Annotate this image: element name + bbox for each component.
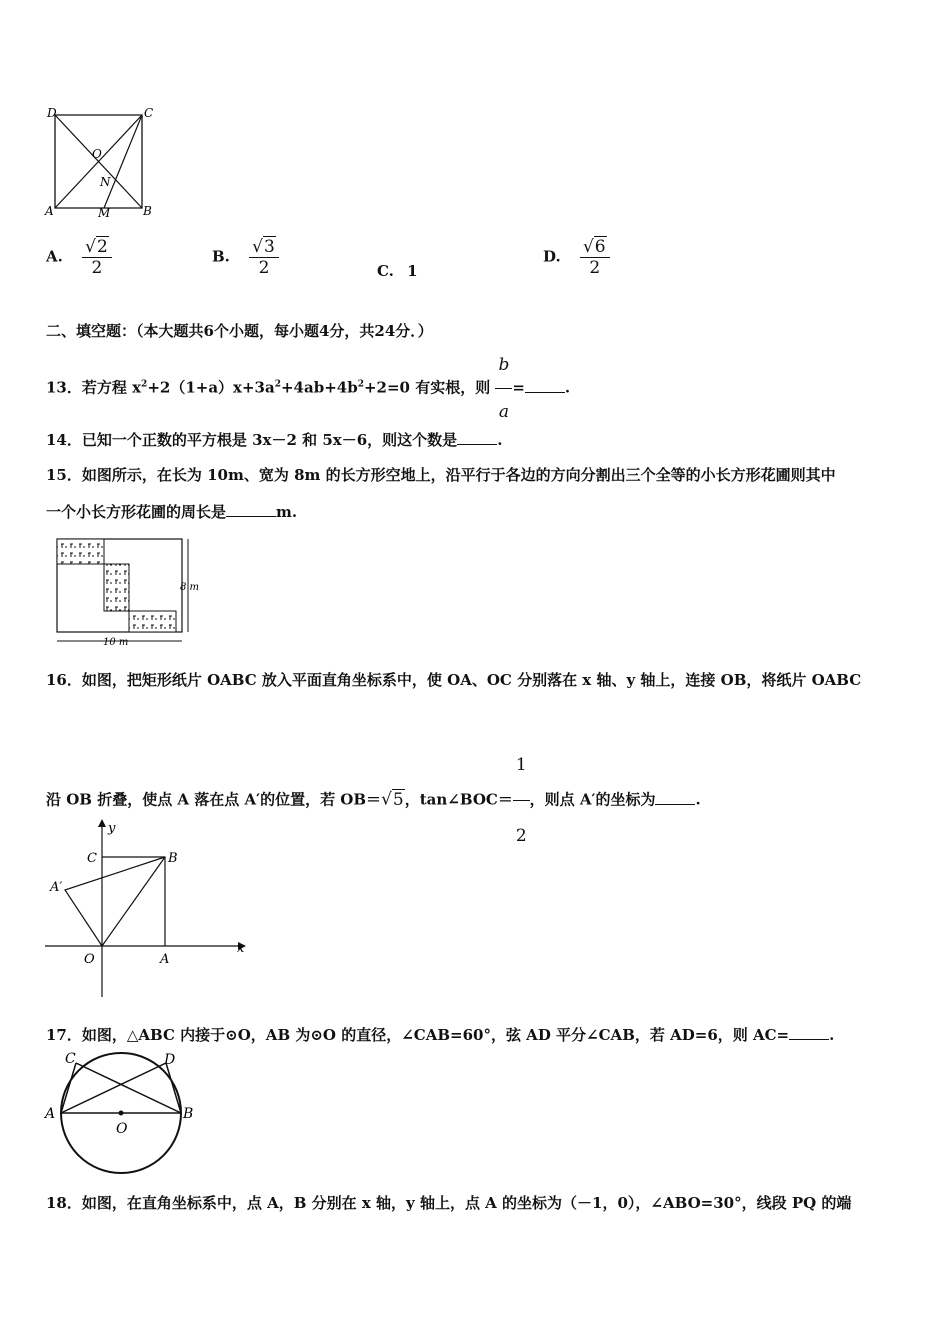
segment-cm xyxy=(104,115,142,208)
question-17 xyxy=(46,1024,834,1045)
q13-post: = xyxy=(512,378,525,397)
label-c: C xyxy=(87,851,97,866)
option-d-den: 2 xyxy=(589,258,601,278)
q14-blank[interactable] xyxy=(457,432,497,445)
label-d: D xyxy=(47,106,57,120)
flower-bed-1 xyxy=(57,539,104,564)
option-b-radicand: 3 xyxy=(263,237,275,257)
segment-ob xyxy=(102,857,165,946)
q16-frac-den: 2 xyxy=(515,826,527,846)
q16-end: . xyxy=(695,790,701,809)
q13-frac-num: b xyxy=(495,342,512,389)
label-b: B xyxy=(143,204,152,218)
q17-text: 17．如图，△ABC 内接于⊙O，AB 为⊙O 的直径，∠CAB=60°，弦 AD 平分∠CAB，若 AD=6，则 AC= xyxy=(46,1026,790,1044)
chord-cb xyxy=(76,1063,181,1113)
q16-line2-b: ，tan∠BOC＝ xyxy=(404,790,513,809)
flower-bed-3 xyxy=(129,611,176,632)
option-d: D. $\frac{√6}{2}$ xyxy=(543,237,610,278)
q16-blank[interactable] xyxy=(655,792,695,805)
q13-mid2: +4ab+4b xyxy=(280,378,358,397)
q13-pre: 13．若方程 x xyxy=(46,378,142,397)
question-18: 18．如图，在直角坐标系中，点 A，B 分别在 x 轴，y 轴上，点 A 的坐标为（－1，0），∠ABO=30°，线段 PQ 的端 xyxy=(46,1194,852,1212)
label-n: N xyxy=(100,175,111,189)
option-d-letter: D. xyxy=(543,247,561,266)
label-o: O xyxy=(84,952,95,967)
option-b-den: 2 xyxy=(258,258,270,278)
question-16-line1: 16．如图，把矩形纸片 OABC 放入平面直角坐标系中，使 OA、OC 分别落在 x 轴、y 轴上，连接 OB，将纸片 OABC xyxy=(46,671,862,689)
y-axis-arrow xyxy=(98,819,106,827)
question-16-line2: 沿 OB 折叠，使点 A 落在点 A′的位置，若 OB＝√5，tan∠BOC＝ $\frac{1}{2}$ ，则点 A′的坐标为 . xyxy=(46,730,701,871)
label-y: y xyxy=(108,821,116,836)
q13-blank[interactable] xyxy=(525,380,565,393)
width-label: 10 m xyxy=(103,637,129,648)
label-d: D xyxy=(164,1052,176,1068)
section-title: 二、填空题：（本大题共6个小题，每小题4分，共24分．） xyxy=(46,322,433,340)
q13-sup3: 2 xyxy=(357,379,364,390)
chord-db xyxy=(166,1063,181,1113)
coordinate-figure xyxy=(40,815,250,1000)
q13-mid1: +2（1+a）x+3a xyxy=(147,378,275,397)
q16-sqrt: 5 xyxy=(392,789,404,810)
q13-end: . xyxy=(564,378,571,397)
q15-line2: 一个小长方形花圃的周长是 xyxy=(46,503,227,521)
label-m: M xyxy=(98,206,111,220)
label-c: C xyxy=(144,106,154,120)
q15-end: m. xyxy=(276,503,298,521)
question-14 xyxy=(46,429,502,450)
folded-triangle xyxy=(65,857,165,946)
option-b: B. $\frac{√3}{2}$ xyxy=(212,237,279,278)
flower-bed-2 xyxy=(104,564,129,611)
q16-line2-a: 沿 OB 折叠，使点 A 落在点 A′的位置，若 OB＝ xyxy=(46,790,382,809)
q13-sup2: 2 xyxy=(274,379,281,390)
q16-line2-c: ，则点 A′的坐标为 xyxy=(529,790,656,809)
chord-ac xyxy=(61,1063,76,1113)
q13-sup1: 2 xyxy=(141,379,148,390)
label-a-prime: A′ xyxy=(50,880,63,895)
center-point xyxy=(119,1111,124,1116)
q13-mid3: +2=0 有实根，则 xyxy=(363,378,491,397)
label-o: O xyxy=(92,147,102,161)
label-o: O xyxy=(116,1121,128,1137)
question-13 xyxy=(46,342,570,435)
q14-text: 14．已知一个正数的平方根是 3x－2 和 5x－6，则这个数是 xyxy=(46,431,458,449)
chord-ad xyxy=(61,1063,166,1113)
label-a: A xyxy=(45,1106,56,1122)
height-label: 8 m xyxy=(180,582,200,593)
option-a-radicand: 2 xyxy=(96,237,108,257)
option-c-letter: C. xyxy=(377,262,394,280)
q14-end: . xyxy=(497,431,503,449)
label-a: A xyxy=(45,204,54,218)
q13-frac-den: a xyxy=(498,402,509,422)
q17-end: . xyxy=(829,1026,835,1044)
garden-figure xyxy=(50,533,210,650)
option-a-letter: A. xyxy=(46,247,63,266)
label-c: C xyxy=(65,1051,76,1067)
label-b: B xyxy=(183,1106,194,1122)
option-b-letter: B. xyxy=(212,247,230,266)
question-15-line1: 15．如图所示，在长为 10m、宽为 8m 的长方形空地上，沿平行于各边的方向分割出三个全等的小长方形花圃则其中 xyxy=(46,466,836,484)
label-b: B xyxy=(168,851,178,866)
option-a: A. $\frac{√2}{2}$ xyxy=(46,237,112,278)
circle-figure xyxy=(40,1048,205,1180)
label-x: x xyxy=(237,941,245,956)
option-a-den: 2 xyxy=(91,258,103,278)
square-figure xyxy=(40,105,160,220)
option-d-radicand: 6 xyxy=(594,237,606,257)
option-c xyxy=(377,262,418,280)
q16-frac-num: 1 xyxy=(513,730,530,801)
question-15-line2 xyxy=(46,501,297,522)
option-c-value: 1 xyxy=(407,262,418,280)
label-a: A xyxy=(160,952,170,967)
q15-blank[interactable] xyxy=(226,504,276,517)
q17-blank[interactable] xyxy=(789,1027,829,1040)
